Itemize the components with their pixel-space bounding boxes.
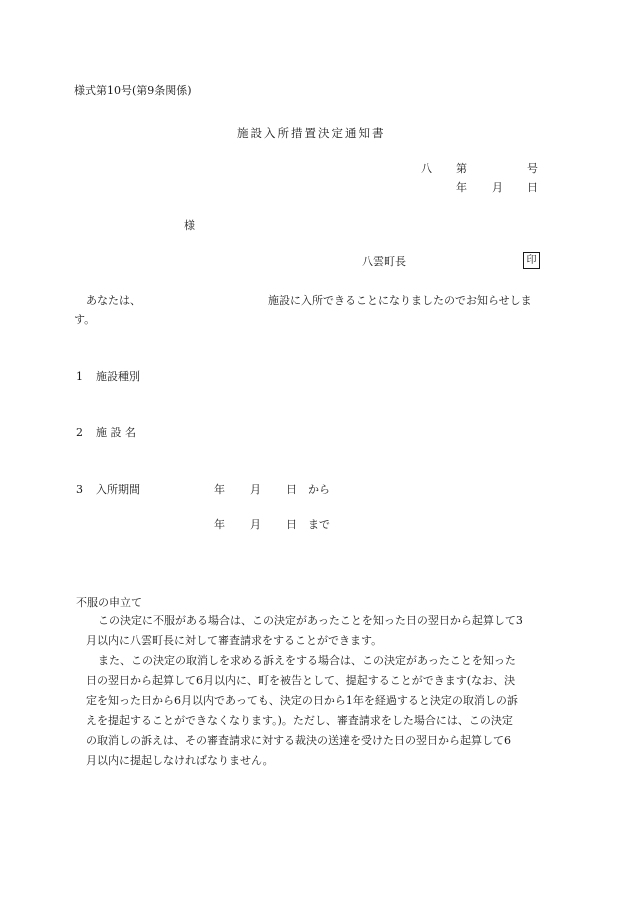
notice-line2: す。 [74, 313, 96, 326]
date-month-label: 月 [492, 181, 503, 194]
appeal-p2-line: えを提起することができなくなります。)。ただし、審査請求をした場合には、この決定 [86, 714, 513, 727]
form-number: 様式第10号(第9条関係) [74, 84, 192, 97]
appeal-p2-line: 定を知った日から6月以内であっても、決定の日から1年を経過すると決定の取消しの訴 [86, 694, 518, 707]
appeal-p2-line: の取消しの訴えは、その審査請求に対する裁決の送達を受けた日の翌日から起算して6 [86, 734, 511, 747]
period-start-day: 日 [286, 483, 297, 496]
item-label: 施 設 名 [96, 426, 136, 439]
addressee-suffix: 様 [184, 219, 195, 232]
appeal-p2-line: また、この決定の取消しを求める訴えをする場合は、この決定があったことを知った [98, 654, 516, 667]
issuer-name: 八雲町長 [362, 255, 406, 268]
appeal-p1-line: この決定に不服がある場合は、この決定があったことを知った日の翌日から起算して3 [98, 614, 523, 627]
appeal-p2-line: 日の翌日から起算して6月以内に、町を被告として、提起することができます(なお、決 [86, 674, 516, 687]
ref-dai: 第 [456, 162, 467, 175]
appeal-p2-line: 月以内に提起しなければなりません。 [86, 754, 274, 767]
appeal-paragraph-1 [74, 611, 554, 651]
page-title: 施設入所措置決定通知書 [237, 126, 386, 140]
ref-go: 号 [527, 162, 538, 175]
period-from: から [308, 483, 330, 496]
ref-prefix: 八 [421, 162, 432, 175]
item-label: 入所期間 [96, 483, 140, 496]
notice-line1-end: 施設に入所できることになりましたのでお知らせしま [268, 294, 532, 307]
appeal-paragraph-2 [74, 651, 554, 771]
period-start-month: 月 [250, 483, 261, 496]
date-day-label: 日 [527, 181, 538, 194]
date-year-label: 年 [456, 181, 467, 194]
item-number: 1 [76, 370, 83, 383]
notice-line1-start: あなたは、 [86, 294, 141, 307]
appeal-p1-line: 月以内に八雲町長に対して審査請求をすることができます。 [86, 634, 383, 647]
period-start-year: 年 [214, 483, 225, 496]
item-number: 3 [76, 483, 83, 496]
period-end-month: 月 [250, 518, 261, 531]
period-to: まで [308, 518, 330, 531]
seal-mark: 印 [523, 252, 540, 269]
item-number: 2 [76, 426, 83, 439]
period-end-year: 年 [214, 518, 225, 531]
item-label: 施設種別 [96, 370, 140, 383]
appeal-heading: 不服の申立て [76, 596, 142, 609]
period-end-day: 日 [286, 518, 297, 531]
